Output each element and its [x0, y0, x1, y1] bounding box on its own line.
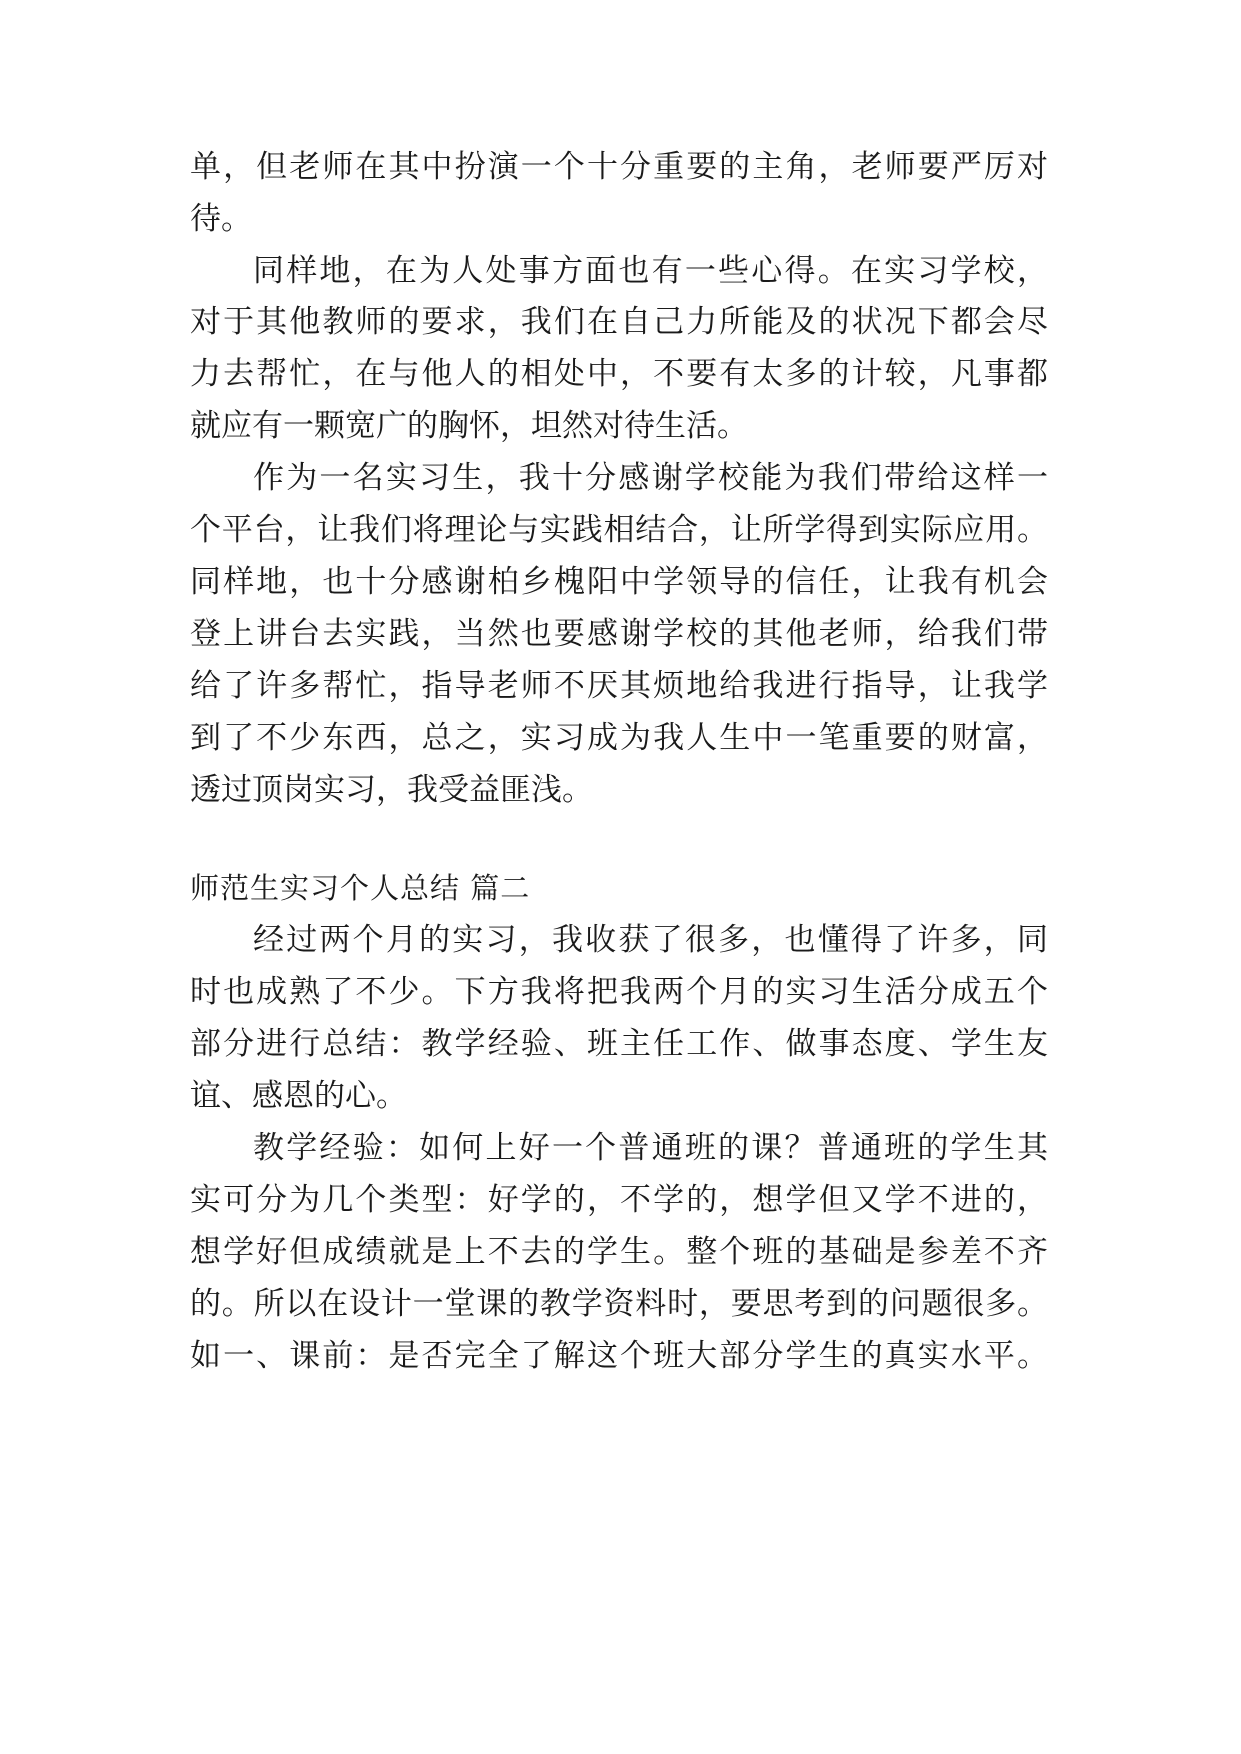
text-line: 透过顶岗实习，我受益匪浅。 [190, 772, 593, 808]
text-line: 个平台，让我们将理论与实践相结合，让所学得到实际应用。 [190, 512, 1048, 548]
text-line: 待。 [190, 201, 252, 237]
text-line: 教学经验：如何上好一个普通班的课？普通班的学生其 [253, 1130, 1048, 1166]
text-line: 同样地，也十分感谢柏乡槐阳中学领导的信任，让我有机会 [190, 564, 1048, 600]
text-line: 如一、课前：是否完全了解这个班大部分学生的真实水平。 [190, 1338, 1048, 1374]
text-line: 时也成熟了不少。下方我将把我两个月的实习生活分成五个 [190, 974, 1048, 1010]
text-line: 单，但老师在其中扮演一个十分重要的主角，老师要严厉对 [190, 149, 1048, 185]
text-line: 同样地，在为人处事方面也有一些心得。在实习学校， [253, 253, 1048, 289]
text-line: 的。所以在设计一堂课的教学资料时，要思考到的问题很多。 [190, 1286, 1048, 1322]
text-line: 到了不少东西，总之，实习成为我人生中一笔重要的财富， [190, 720, 1048, 756]
text-line: 想学好但成绩就是上不去的学生。整个班的基础是参差不齐 [190, 1234, 1048, 1270]
text-line: 对于其他教师的要求，我们在自己力所能及的状况下都会尽 [190, 304, 1048, 340]
text-line: 部分进行总结：教学经验、班主任工作、做事态度、学生友 [190, 1026, 1048, 1062]
text-line: 就应有一颗宽广的胸怀，坦然对待生活。 [190, 408, 748, 444]
text-line: 给了许多帮忙，指导老师不厌其烦地给我进行指导，让我学 [190, 668, 1048, 704]
text-line: 力去帮忙，在与他人的相处中，不要有太多的计较，凡事都 [190, 356, 1048, 392]
section-heading: 师范生实习个人总结 篇二 [190, 871, 531, 905]
text-line: 谊、感恩的心。 [190, 1078, 407, 1114]
text-line: 实可分为几个类型：好学的，不学的，想学但又学不进的， [190, 1182, 1048, 1218]
text-line: 登上讲台去实践，当然也要感谢学校的其他老师，给我们带 [190, 616, 1048, 652]
text-line: 经过两个月的实习，我收获了很多，也懂得了许多，同 [253, 922, 1048, 958]
text-line: 作为一名实习生，我十分感谢学校能为我们带给这样一 [253, 460, 1048, 496]
